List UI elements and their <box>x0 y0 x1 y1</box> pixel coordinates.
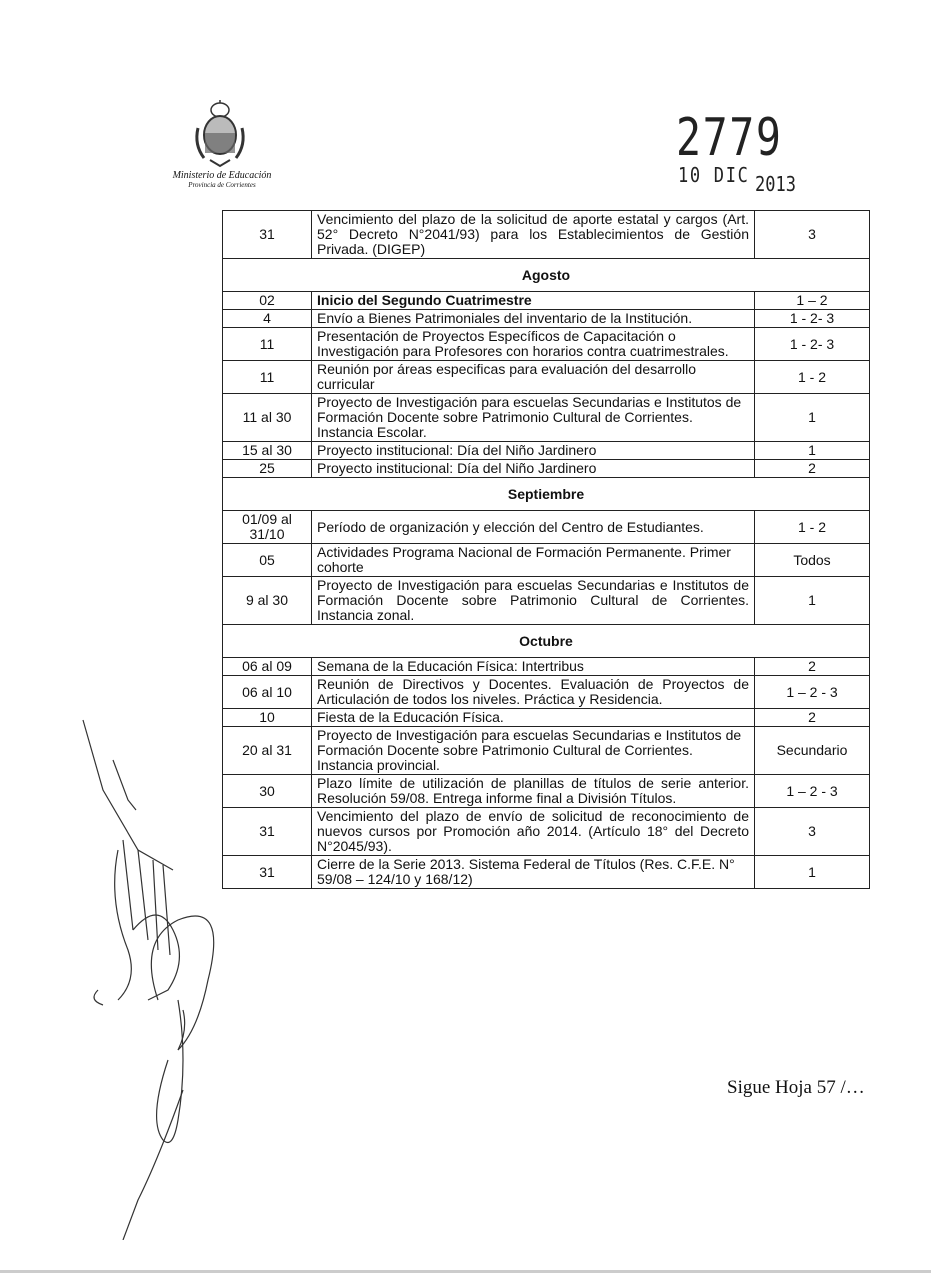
level-cell: 2 <box>755 658 870 676</box>
activity-cell: Período de organización y elección del Centro de Estudiantes. <box>312 511 755 544</box>
date-cell: 31 <box>223 211 312 259</box>
activity-cell: Actividades Programa Nacional de Formación Permanente. Primer cohorte <box>312 544 755 577</box>
province-name: Provincia de Corrientes <box>188 181 256 189</box>
activity-cell: Proyecto de Investigación para escuelas Secundarias e Institutos de Formación Docente sobre Patrimonio Cultural de Corrientes. Instancia zonal. <box>312 577 755 625</box>
activity-cell: Reunión por áreas especificas para evaluación del desarrollo curricular <box>312 361 755 394</box>
date-cell: 30 <box>223 775 312 808</box>
activity-cell: Inicio del Segundo Cuatrimestre <box>312 292 755 310</box>
calendar-table-body <box>223 211 870 889</box>
level-cell: 1 – 2 <box>755 292 870 310</box>
date-cell: 11 <box>223 361 312 394</box>
table-row <box>223 808 870 856</box>
table-row <box>223 709 870 727</box>
table-row <box>223 775 870 808</box>
level-cell: 1 - 2 <box>755 361 870 394</box>
month-header-row <box>223 625 870 658</box>
year-stamp: 2013 <box>755 172 796 196</box>
table-row <box>223 676 870 709</box>
table-row <box>223 292 870 310</box>
activity-cell: Reunión de Directivos y Docentes. Evaluación de Proyectos de Articulación de todos los niveles. Práctica y Residencia. <box>312 676 755 709</box>
date-cell: 02 <box>223 292 312 310</box>
date-cell: 25 <box>223 460 312 478</box>
activity-cell: Fiesta de la Educación Física. <box>312 709 755 727</box>
activity-cell: Cierre de la Serie 2013. Sistema Federal de Títulos (Res. C.F.E. N° 59/08 – 124/10 y 168/12) <box>312 856 755 889</box>
table-row <box>223 460 870 478</box>
table-row <box>223 310 870 328</box>
table-row <box>223 577 870 625</box>
month-title: Agosto <box>223 259 870 292</box>
calendar-table <box>222 210 870 889</box>
table-row <box>223 727 870 775</box>
month-title: Septiembre <box>223 478 870 511</box>
date-cell: 11 al 30 <box>223 394 312 442</box>
table-row <box>223 394 870 442</box>
scan-edge <box>0 1270 931 1273</box>
level-cell: 1 <box>755 577 870 625</box>
level-cell: 1 – 2 - 3 <box>755 676 870 709</box>
level-cell: 2 <box>755 709 870 727</box>
activity-cell: Semana de la Educación Física: Intertribus <box>312 658 755 676</box>
level-cell: 1 <box>755 856 870 889</box>
level-cell: 1 - 2 <box>755 511 870 544</box>
level-cell: Secundario <box>755 727 870 775</box>
handwritten-signature <box>78 700 248 1240</box>
level-cell: 3 <box>755 211 870 259</box>
date-cell: 06 al 10 <box>223 676 312 709</box>
activity-cell: Envío a Bienes Patrimoniales del inventario de la Institución. <box>312 310 755 328</box>
coat-of-arms-icon <box>190 100 250 170</box>
activity-cell: Vencimiento del plazo de la solicitud de aporte estatal y cargos (Art. 52° Decreto N°2041/93) para los Establecimientos de Gestión Privada. (DIGEP) <box>312 211 755 259</box>
table-row <box>223 361 870 394</box>
ministry-letterhead <box>142 170 302 189</box>
table-row <box>223 511 870 544</box>
activity-cell: Plazo límite de utilización de planillas de títulos de serie anterior. Resolución 59/08. Entrega informe final a División Títulos. <box>312 775 755 808</box>
date-cell: 11 <box>223 328 312 361</box>
date-cell: 05 <box>223 544 312 577</box>
date-cell: 4 <box>223 310 312 328</box>
date-cell: 15 al 30 <box>223 442 312 460</box>
activity-cell: Proyecto institucional: Día del Niño Jardinero <box>312 442 755 460</box>
date-cell: 01/09 al 31/10 <box>223 511 312 544</box>
level-cell: Todos <box>755 544 870 577</box>
date-cell: 9 al 30 <box>223 577 312 625</box>
month-header-row <box>223 259 870 292</box>
table-row <box>223 856 870 889</box>
date-stamp: 10 DIC <box>678 163 750 187</box>
level-cell: 1 <box>755 442 870 460</box>
level-cell: 2 <box>755 460 870 478</box>
activity-cell: Presentación de Proyectos Específicos de Capacitación o Investigación para Profesores con horarios contra cuatrimestrales. <box>312 328 755 361</box>
activity-cell: Proyecto de Investigación para escuelas Secundarias e Institutos de Formación Docente sobre Patrimonio Cultural de Corrientes. Instancia provincial. <box>312 727 755 775</box>
activity-cell: Proyecto institucional: Día del Niño Jardinero <box>312 460 755 478</box>
date-cell: 20 al 31 <box>223 727 312 775</box>
level-cell: 1 - 2- 3 <box>755 310 870 328</box>
level-cell: 1 – 2 - 3 <box>755 775 870 808</box>
level-cell: 3 <box>755 808 870 856</box>
continuation-note: Sigue Hoja 57 /… <box>727 1077 865 1098</box>
month-title: Octubre <box>223 625 870 658</box>
level-cell: 1 <box>755 394 870 442</box>
table-row <box>223 328 870 361</box>
date-cell: 31 <box>223 856 312 889</box>
ministry-name: Ministerio de Educación <box>172 170 272 181</box>
table-row <box>223 658 870 676</box>
date-cell: 10 <box>223 709 312 727</box>
level-cell: 1 - 2- 3 <box>755 328 870 361</box>
activity-cell: Proyecto de Investigación para escuelas Secundarias e Institutos de Formación Docente sobre Patrimonio Cultural de Corrientes. Instancia Escolar. <box>312 394 755 442</box>
resolution-number-stamp: 2779 <box>676 108 783 168</box>
month-header-row <box>223 478 870 511</box>
table-row <box>223 544 870 577</box>
date-cell: 06 al 09 <box>223 658 312 676</box>
date-cell: 31 <box>223 808 312 856</box>
activity-cell: Vencimiento del plazo de envío de solicitud de reconocimiento de nuevos cursos por Promoción año 2014. (Artículo 18° del Decreto N°2045/93). <box>312 808 755 856</box>
table-row <box>223 211 870 259</box>
table-row <box>223 442 870 460</box>
